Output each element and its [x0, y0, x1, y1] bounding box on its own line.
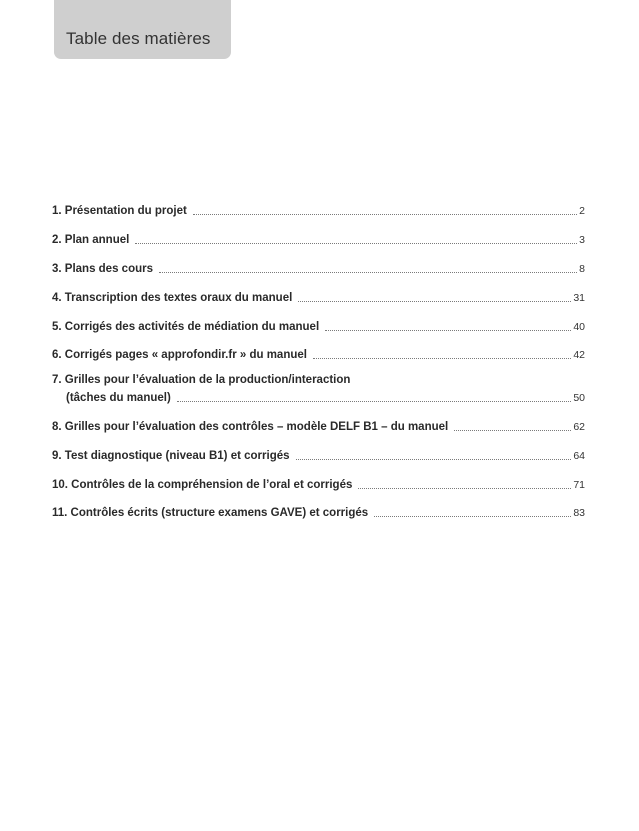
toc-entry-9[interactable]: [52, 447, 585, 463]
toc-entry-page: 50: [573, 392, 585, 404]
toc-entry-page: 40: [573, 321, 585, 333]
dot-leader: [313, 358, 571, 359]
dot-leader: [358, 488, 571, 489]
toc-entry-10[interactable]: [52, 476, 585, 492]
toc-entry-5[interactable]: [52, 318, 585, 334]
toc-entry-page: 2: [579, 205, 585, 217]
toc-entry-page: 62: [573, 421, 585, 433]
toc-entry-8[interactable]: [52, 418, 585, 434]
toc-entry-label: 2. Plan annuel: [52, 234, 130, 246]
toc-entry-page: 3: [579, 234, 585, 246]
toc-entry-label: 8. Grilles pour l’évaluation des contrôles – modèle DELF B1 – du manuel: [52, 421, 449, 433]
toc-entry-6[interactable]: [52, 346, 585, 362]
dot-leader: [193, 214, 577, 215]
toc-entry-label: 5. Corrigés des activités de médiation du manuel: [52, 321, 320, 333]
toc-entry-label: 3. Plans des cours: [52, 263, 153, 275]
toc-entry-7[interactable]: [52, 389, 585, 405]
header-tab: [54, 0, 231, 59]
toc-entry-page: 64: [573, 450, 585, 462]
toc-entry-label: 10. Contrôles de la compréhension de l’oral et corrigés: [52, 479, 353, 491]
toc-entry-label: 4. Transcription des textes oraux du manuel: [52, 292, 293, 304]
dot-leader: [159, 272, 577, 273]
toc-entry-11[interactable]: [52, 504, 585, 520]
toc-entry-3[interactable]: [52, 260, 585, 276]
toc-entry-label: (tâches du manuel): [66, 392, 171, 404]
page-title: Table des matières: [66, 29, 211, 48]
toc-entry-1[interactable]: [52, 202, 585, 218]
toc-entry-label: 9. Test diagnostique (niveau B1) et corrigés: [52, 450, 290, 462]
dot-leader: [454, 430, 571, 431]
toc-entry-page: 8: [579, 263, 585, 275]
dot-leader: [298, 301, 571, 302]
toc-entry-7-line1[interactable]: 7. Grilles pour l’évaluation de la production/interaction: [52, 374, 351, 386]
dot-leader: [135, 243, 577, 244]
dot-leader: [374, 516, 571, 517]
toc-entry-2[interactable]: [52, 231, 585, 247]
dot-leader: [325, 330, 571, 331]
dot-leader: [296, 459, 572, 460]
toc-entry-page: 83: [573, 507, 585, 519]
dot-leader: [177, 401, 572, 402]
toc-entry-page: 71: [573, 479, 585, 491]
toc-entry-label: 6. Corrigés pages « approfondir.fr » du manuel: [52, 349, 307, 361]
toc-entry-4[interactable]: [52, 289, 585, 305]
toc-entry-label: 1. Présentation du projet: [52, 205, 187, 217]
toc-entry-page: 42: [573, 349, 585, 361]
toc-entry-page: 31: [573, 292, 585, 304]
toc-entry-label: 11. Contrôles écrits (structure examens GAVE) et corrigés: [52, 507, 369, 519]
